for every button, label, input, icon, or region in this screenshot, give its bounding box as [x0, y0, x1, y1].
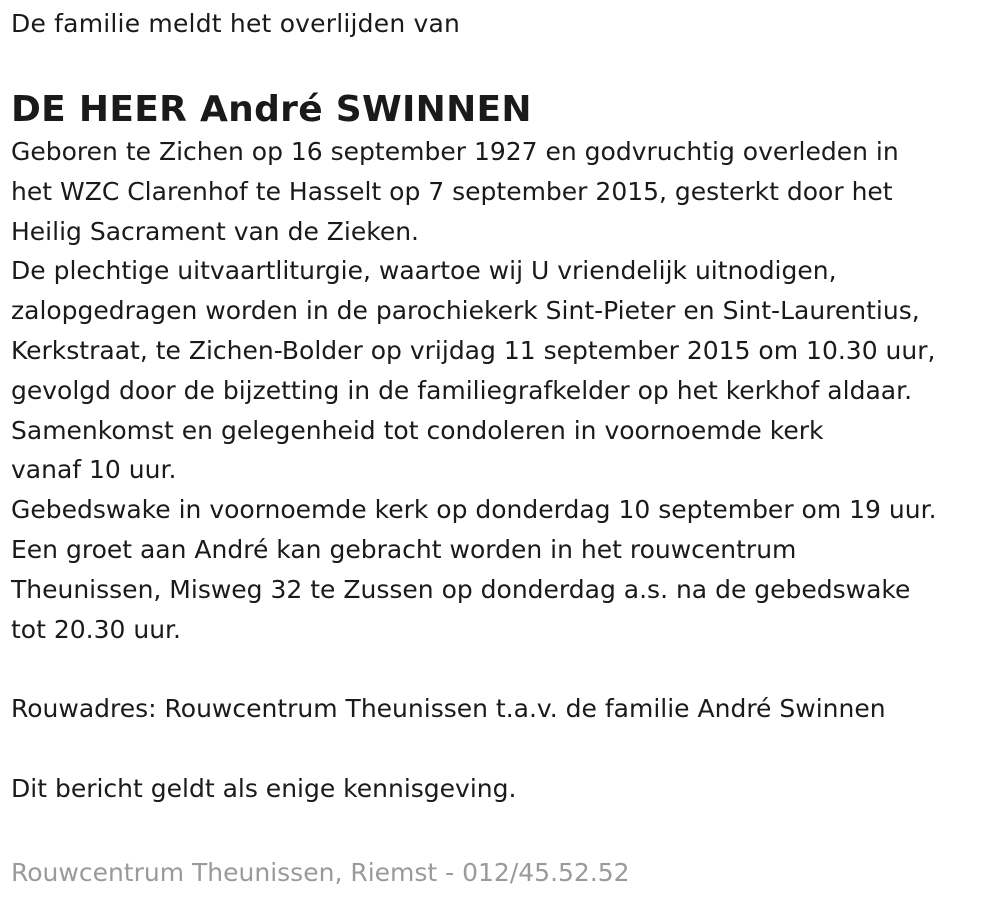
deceased-name: DE HEER André SWINNEN	[11, 89, 532, 130]
body-line: tot 20.30 uur.	[11, 614, 181, 644]
spacer	[11, 729, 996, 769]
spacer	[11, 649, 996, 689]
body-line: Een groet aan André kan gebracht worden in het rouwcentrum	[11, 534, 797, 564]
intro-text: De familie meldt het overlijden van	[11, 9, 461, 38]
body-line: Theunissen, Misweg 32 te Zussen op donderdag a.s. na de gebedswake	[11, 574, 911, 604]
address-line: Rouwadres: Rouwcentrum Theunissen t.a.v. de familie André Swinnen	[11, 694, 886, 724]
body-line: zalopgedragen worden in de parochiekerk Sint-Pieter en Sint-Laurentius,	[11, 296, 920, 326]
notice-line: Dit bericht geldt als enige kennisgeving.	[11, 774, 517, 804]
body-line: Gebedswake in voornoemde kerk op donderdag 10 september om 19 uur.	[11, 495, 937, 525]
funeral-home-footer: Rouwcentrum Theunissen, Riemst - 012/45.52.52	[11, 858, 630, 887]
body-line: Geboren te Zichen op 16 september 1927 en godvruchtig overleden in	[11, 137, 899, 166]
body-line: De plechtige uitvaartliturgie, waartoe wij U vriendelijk uitnodigen,	[11, 256, 837, 286]
body-line: Kerkstraat, te Zichen-Bolder op vrijdag 11 september 2015 om 10.30 uur,	[11, 335, 936, 365]
notice-body	[11, 132, 996, 809]
body-line: het WZC Clarenhof te Hasselt op 7 september 2015, gesterkt door het	[11, 176, 893, 206]
death-notice	[11, 0, 996, 809]
body-line: Samenkomst en gelegenheid tot condoleren in voornoemde kerk	[11, 415, 824, 445]
body-line: vanaf 10 uur.	[11, 455, 177, 485]
body-line: Heilig Sacrament van de Zieken.	[11, 216, 420, 246]
body-line: gevolgd door de bijzetting in de familiegrafkelder op het kerkhof aldaar.	[11, 375, 913, 405]
